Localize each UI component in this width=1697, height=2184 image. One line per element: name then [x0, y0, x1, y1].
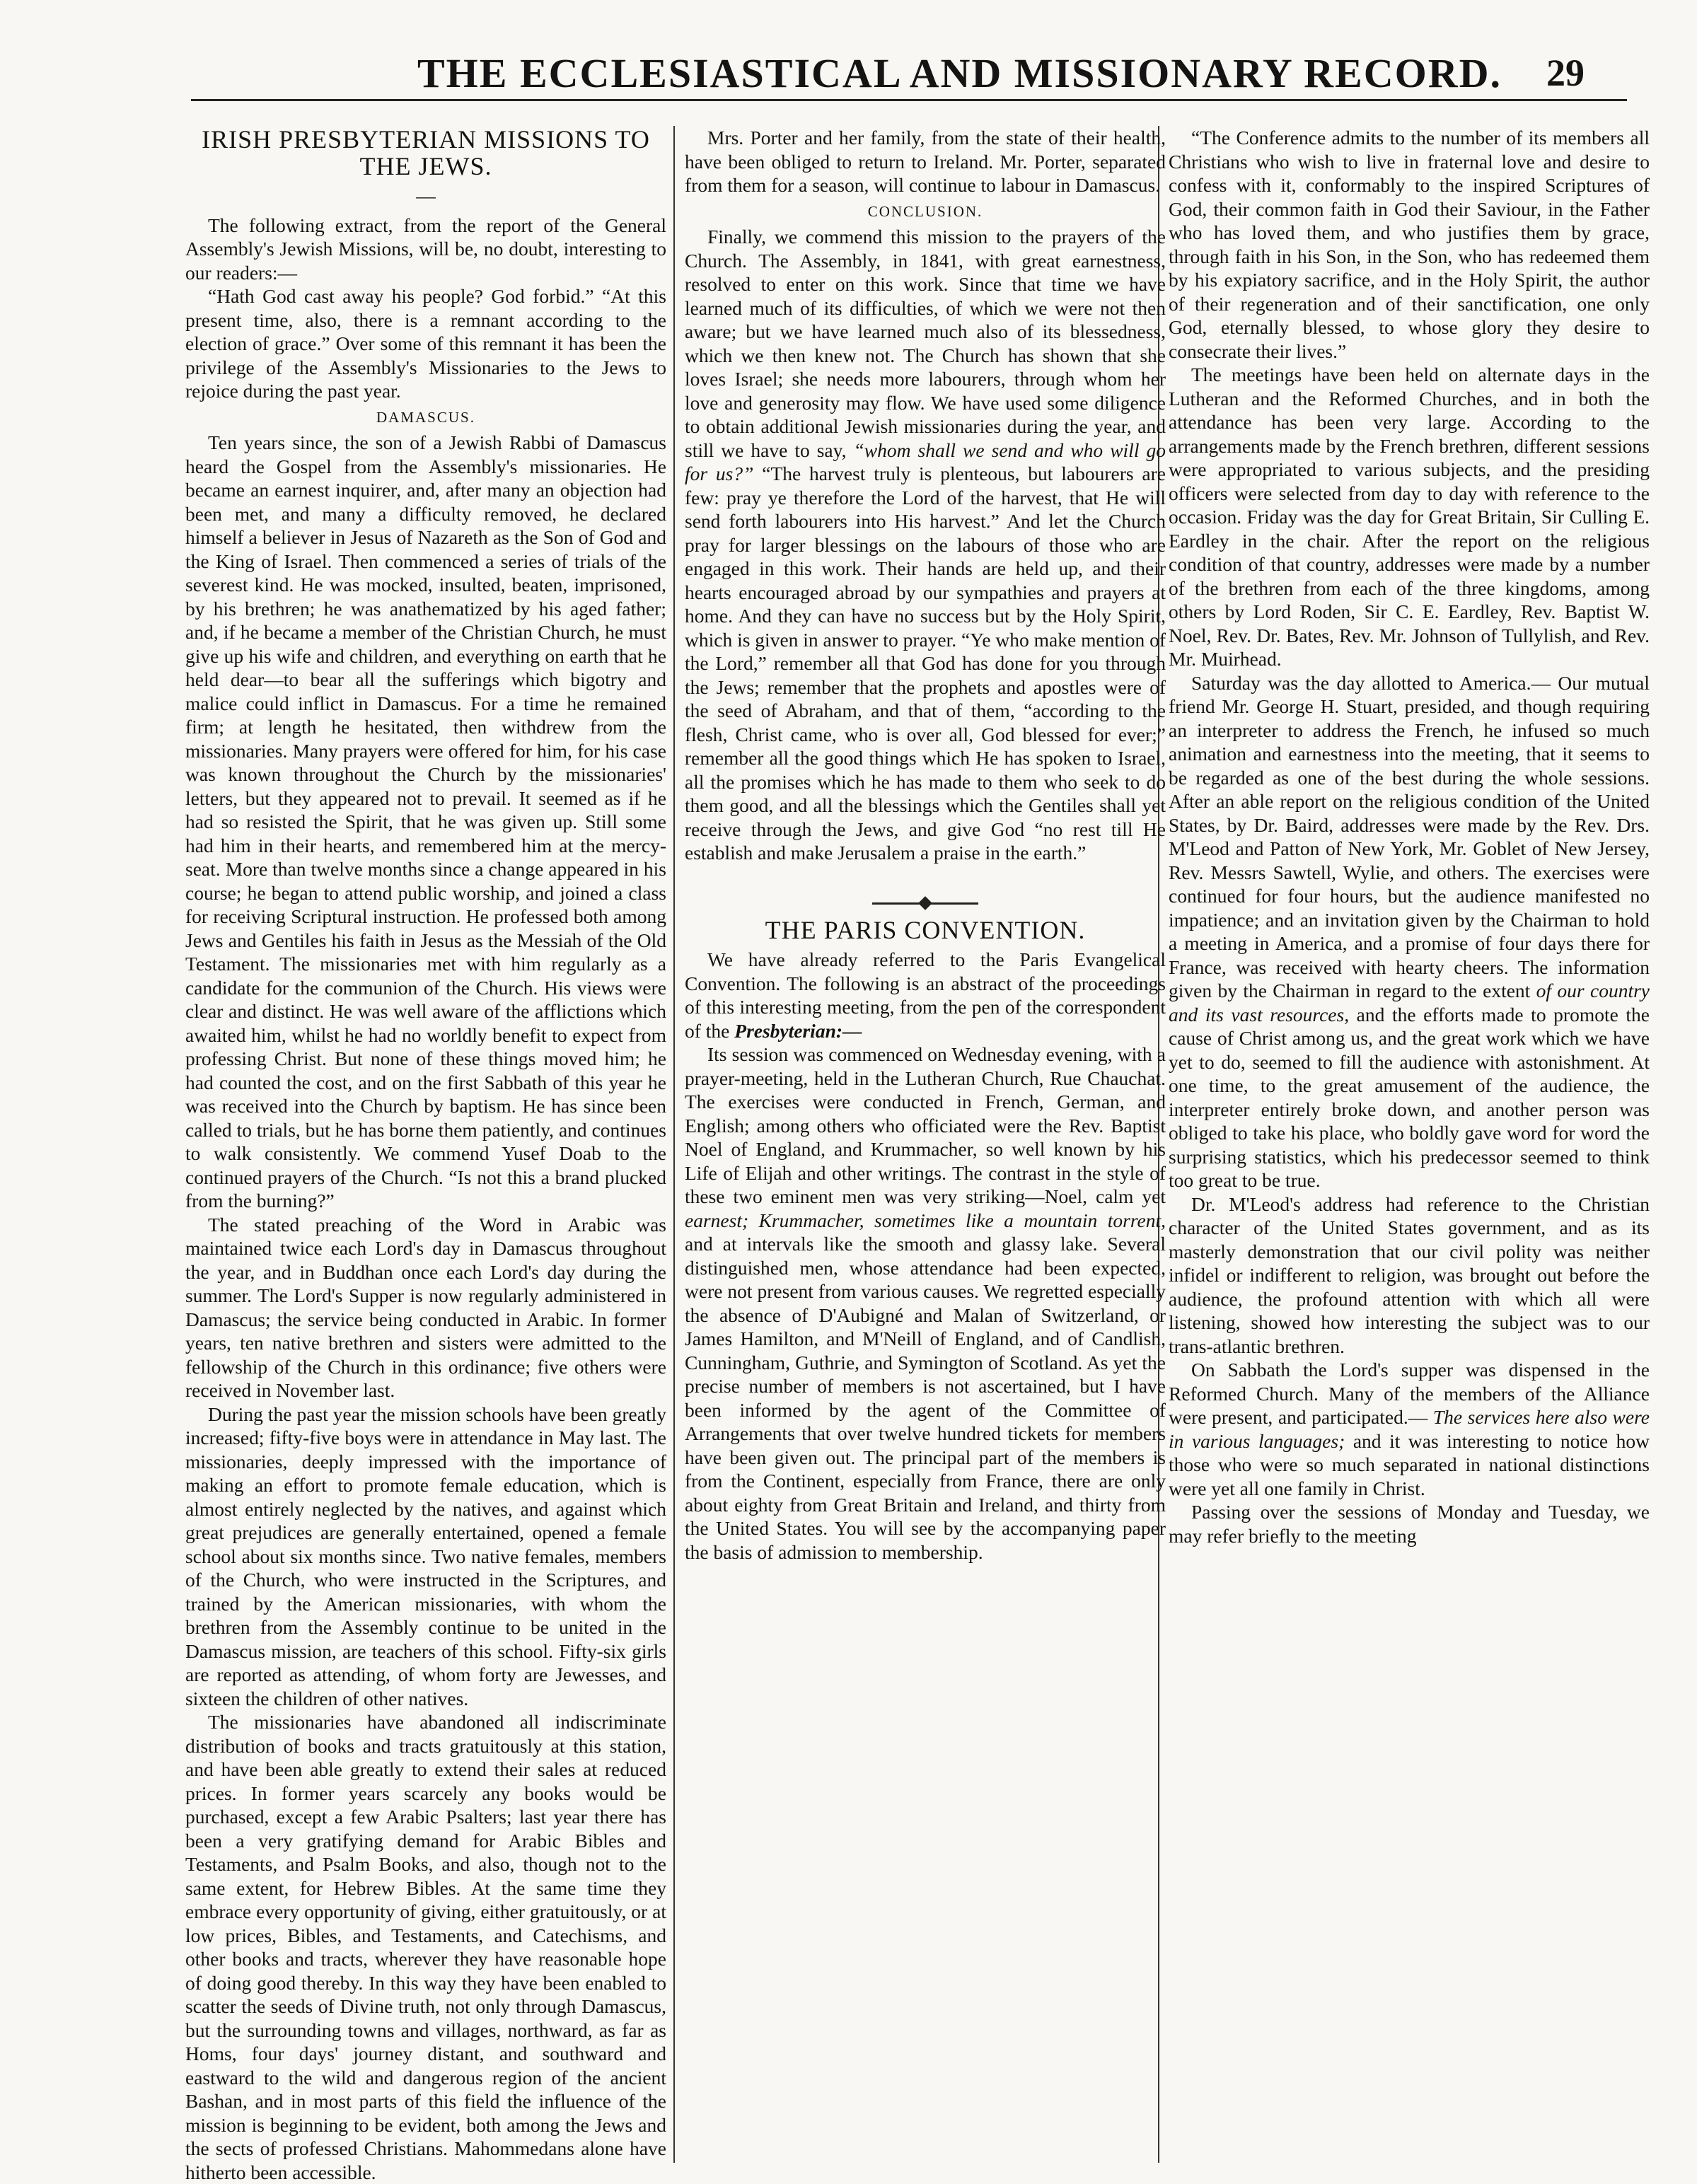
paragraph: The meetings have been held on alternate days in the Lutheran and the Reformed Churches, and in both the attendance has been very large. According to the arrangements made by the French brethren, different sessions were appropriated to various subjects, and the presiding officers were selected from day to day with reference to the occasion. Friday was the day for Great Britain, Sir Culling E. Eardley in the chair. After the report on the religious condition of that country, addresses were made by a number of the brethren from each of the three kingdoms, among others by Lord Roden, Sir C. E. Eardley, Rev. Baptist W. Noel, Rev. Dr. Bates, Rev. Mr. Johnson of Tullylish, and Rev. Mr. Muirhead.: [1169, 364, 1650, 670]
section-separator: [685, 886, 1166, 910]
column-1: [185, 125, 666, 2183]
running-title: THE ECCLESIASTICAL AND MISSIONARY RECORD.: [417, 50, 1502, 96]
paragraph: Mrs. Porter and her family, from the state of their health, have been obliged to return to Ireland. Mr. Porter, separated from them for a season, will continue to labour in Damascus.: [685, 127, 1166, 196]
page-number: 29: [1546, 52, 1585, 94]
column-3: [1169, 126, 1650, 2170]
paragraph: [1169, 671, 1650, 1192]
text-run: Finally, we commend this mission to the prayers of the Church. The Assembly, in 1841, with great earnestness, resolved to enter on this work. Since that time we have learned much of its difficulties, of which we were not then aware; but we have learned much also of its blessedness, which we then knew not. The Church has shown that she loves Israel; she needs more labourers, through whom her love and generosity may flow. We have used some diligence to obtain additional Jewish missionaries during the year, and still we have to say,: [685, 226, 1166, 461]
italic-run: “whom shall we send and who will go for us?”: [685, 438, 1166, 484]
text-run: and the efforts made to promote the cause of Christ among us, and the great work which we have yet to do, seemed to fill the audience with astonishment. At one time, to the great amusement of the audience, the interpreter entirely broke down, and another person was obliged to take his place, who boldly gave word for word the surprising statistics, which his predecessor seemed to think too great to be true.: [1169, 1003, 1650, 1191]
paragraph: Ten years since, the son of a Jewish Rabbi of Damascus heard the Gospel from the Assembly's missionaries. He became an earnest inquirer, and, after many an objection had been met, and many a difficulty removed, he declared himself a believer in Jesus of Nazareth as the Son of God and the King of Israel. Then commenced a series of trials of the severest kind. He was mocked, insulted, beaten, imprisoned, by his brethren; he was anathematized by his aged father; and, if he became a member of the Christian Church, he must give up his wife and children, and everything on earth that he held dear—to bear all the sufferings which bigotry and malice could inflict in Damascus. For a time he remained firm; at length he hesitated, then withdrew from the missionaries. Many prayers were offered for him, for his case was known throughout the Church by the missionaries' letters, but they appeared not to prevail. It seemed as if he had so resisted the Spirit, that he was given up. Still some had him in their hearts, and remembered him at the mercy-seat. More than twelve months since a change appeared in his course; he began to attend public worship, and joined a class for receiving Scriptural instruction. He professed both among Jews and Gentiles his faith in Jesus as the Messiah of the Old Testament. The missionaries met with him regularly as a candidate for the communion of the Church. His views were clear and distinct. He was well aware of the afflictions which awaited him, whilst he had no worldly benefit to expect from professing Christ. But none of these things moved him; he had counted the cost, and on the first Sabbath of this year he was received into the Church by baptism. He has since been called to trials, but he has borne them patiently, and continues to walk consistently. We commend Yusef Doab to the continued prayers of the Church. “Is not this a brand plucked from the burning?”: [185, 431, 666, 1212]
text-run: On Sabbath the Lord's supper was dispensed in the Reformed Church. Many of the members of the Alliance were present, and participated.—: [1169, 1359, 1650, 1428]
paragraph: “Hath God cast away his people? God forbid.” “At this present time, also, there is a remnant according to the election of grace.” Over some of this remnant it has been the privilege of the Assembly's Missionaries to the Jews to rejoice during the past year.: [185, 285, 666, 402]
section-heading: CONCLUSION.: [867, 202, 983, 220]
article-title: THE PARIS CONVENTION.: [765, 916, 1086, 944]
paragraph: [1169, 1358, 1650, 1500]
paragraph: [685, 948, 1166, 1042]
page-header: [170, 42, 1641, 99]
column-divider: [673, 126, 675, 2163]
text-run: and at intervals like the smooth and glassy lake. Several distinguished men, whose attendance had been expected, were not present from various causes. We regretted especially the absence of D'Aubigné and Malan of Switzerland, or James Hamilton, and M'Neill of England, and of Candlish, Cunningham, Guthrie, and Symington of Scotland. As yet the precise number of members is not ascertained, but I have been informed by the agent of the Committee of Arrangements that over twelve hundred tickets for members have been given out. The principal part of the members is from the Continent, especially from France, there are only about eighty from Great Britain and Ireland, and thirty from the United States. You will see by the accompanying paper the basis of admission to membership.: [685, 1233, 1166, 1563]
paragraph: During the past year the mission schools have been greatly increased; fifty-five boys were in attendance in May last. The missionaries, deeply impressed with the importance of making an effort to promote female education, which is almost entirely neglected by the natives, and against which great prejudices are generally entertained, opened a female school about six months since. Two native females, members of the Church, who were instructed in the Scriptures, and trained by the American missionaries, with whom the brethren from the Assembly continue to be united in the Damascus mission, are teachers of this school. Fifty-six girls are reported as attending, of whom forty are Jewesses, and sixteen the children of other natives.: [185, 1402, 666, 1709]
title-dash: —: [416, 185, 436, 207]
text-run: Its session was commenced on Wednesday evening, with a prayer-meeting, held in the Lutheran Church, Rue Chauchat. The exercises were conducted in French, German, and English; among others who officiated were the Rev. Baptist Noel of England, and Krummacher, so well known by his Life of Elijah and other writings. The contrast in the style of these two eminent men was very striking—Noel, calm yet: [685, 1043, 1166, 1207]
header-rule: [191, 99, 1627, 101]
text-run: and it was interesting to notice how those who were so much separated in national distinctions were yet all one family in Christ.: [1169, 1429, 1650, 1499]
text-run: “The harvest truly is plenteous, but labourers are few: pray ye therefore the Lord of the harvest, that He will send forth labourers into His harvest.” And let the Church pray for larger blessings on the labours of those who are engaged in this work. Their hands are held up, and their hearts encouraged abroad by our sympathies and prayers at home. And they can have no success but by the Holy Spirit, which is given in answer to prayer. “Ye who make mention of the Lord,” remember all that God has done for you through the Jews; remember that the prophets and apostles were of the seed of Abraham, and that of them, “according to the flesh, Christ came, who is over all, God blessed for ever;” remember all the good things which He has spoken to Israel, all the promises which he has made to them who seek to do them good, and all the blessings which the Gentiles shall yet receive through the Jews, and give God “no rest till He establish and make Jerusalem a praise in the earth.”: [685, 463, 1166, 864]
column-2: [685, 126, 1166, 2170]
paragraph: [685, 225, 1166, 865]
paragraph: Passing over the sessions of Monday and Tuesday, we may refer briefly to the meeting: [1169, 1501, 1650, 1547]
italic-run: earnest; Krummacher, sometimes like a mountain torrent,: [685, 1209, 1166, 1231]
paragraph: The stated preaching of the Word in Arabic was maintained twice each Lord's day in Damascus throughout the year, and in Buddhan once each Lord's day during the summer. The Lord's Supper is now regularly administered in Damascus; the service being conducted in Arabic. In former years, ten native brethren and sisters were admitted to the fellowship of the Church in this ordinance; five others were received in November last.: [185, 1213, 666, 1401]
paragraph: The following extract, from the report of the General Assembly's Jewish Missions, will be, no doubt, interesting to our readers:—: [185, 214, 666, 284]
paragraph: “The Conference admits to the number of its members all Christians who wish to live in fraternal love and desire to confess with it, conformably to the inspired Scriptures of God, their common faith in God their Saviour, in the Father who has loved them, and who justifies them by grace, through faith in his Son, in the Son, who has redeemed them by his expiatory sacrifice, and in the Holy Spirit, the author of their regeneration and of their sanctification, one only God, eternally blessed, to whose glory they desire to consecrate their lives.”: [1169, 127, 1650, 362]
text-run: Saturday was the day allotted to America.— Our mutual friend Mr. George H. Stuart, presided, and though requiring an interpreter to address the French, he infused so much animation and earnestness into the meeting, that it seems to be regarded as one of the best during the whole sessions. After an able report on the religious condition of the United States, by Dr. Baird, addresses were made by the Rev. Drs. M'Leod and Patton of New York, Mr. Goblet of New Jersey, Rev. Messrs Sawtell, Wylie, and others. The exercises were continued for four hours, but the audience manifested no impatience; and an invitation given by the Chairman to hold a meeting in America, and a promise of four days there for France, was received with hearty cheers. The information given by the Chairman in regard to the extent: [1169, 671, 1650, 1001]
italic-run: of our country and its vast resources,: [1169, 980, 1650, 1026]
italic-run: The services here also were in various languages;: [1169, 1406, 1650, 1452]
italic-run: Presbyterian:—: [734, 1019, 862, 1042]
text-run: We have already referred to the Paris Evangelical Convention. The following is an abstract of the proceedings of this interesting meeting, from the pen of the correspondent of the: [685, 948, 1166, 1042]
article-title: IRISH PRESBYTERIAN MISSIONS TO THE JEWS.: [202, 125, 650, 180]
paragraph: The missionaries have abandoned all indiscriminate distribution of books and tracts gratuitously at this station, and have been able greatly to extend their sales at reduced prices. In former years scarcely any books would be purchased, except a few Arabic Psalters; last year there has been a very gratifying demand for Arabic Bibles and Testaments, and Psalm Books, and also, though not to the same extent, for Hebrew Bibles. At the same time they embrace every opportunity of giving, either gratuitously, or at low prices, Bibles, and Testaments, and Catechisms, and other books and tracts, wherever they have reasonable hope of doing good thereby. In this way they have been enabled to scatter the seeds of Divine truth, not only through Damascus, but the surrounding towns and villages, northward, as far as Homs, four days' journey distant, and southward and eastward to the wild and dangerous region of the ancient Bashan, and in most parts of this field the influence of the mission is beginning to be evident, both among the Jews and the sects of professed Christians. Mahommedans alone have hitherto been accessible.: [185, 1711, 666, 2183]
paragraph: Dr. M'Leod's address had reference to the Christian character of the United States government, and as its masterly demonstration that our civil polity was neither infidel or indifferent to religion, was brought out before the audience, the profound attention with which all were listening, showed how interesting the subject was to our trans-atlantic brethren.: [1169, 1192, 1650, 1357]
section-heading: DAMASCUS.: [376, 408, 475, 426]
paragraph: [685, 1042, 1166, 1564]
